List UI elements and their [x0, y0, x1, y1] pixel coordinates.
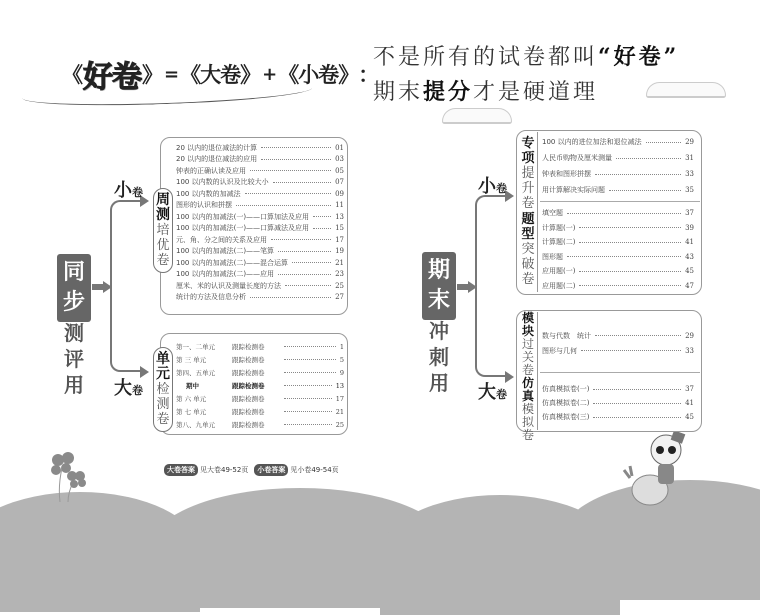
- toc-row[interactable]: [542, 221, 694, 236]
- branch-bracket: [110, 200, 140, 372]
- toc-row[interactable]: [176, 392, 344, 405]
- question-type-tab: [518, 212, 538, 287]
- tab-char: 测: [156, 397, 170, 412]
- toc-row[interactable]: [176, 340, 344, 353]
- toc-row[interactable]: [176, 269, 344, 281]
- toc-page: 9: [339, 368, 344, 377]
- toc-row[interactable]: [542, 396, 694, 410]
- toc-row[interactable]: [176, 280, 344, 292]
- tab-char: 拟: [521, 415, 534, 429]
- toc-row[interactable]: [176, 405, 344, 418]
- toc-row[interactable]: [542, 410, 694, 424]
- special-tab: [518, 136, 538, 211]
- toc-row[interactable]: [176, 188, 344, 200]
- toc-row[interactable]: [176, 353, 344, 366]
- toc-page: 43: [685, 252, 694, 261]
- toc-page: 17: [335, 394, 344, 403]
- toc-title: 仿真模拟卷(二): [542, 399, 590, 407]
- tab-char: 卷: [521, 272, 535, 287]
- toc-title: 跟踪检测卷: [232, 356, 265, 364]
- toc-title: 100 以内的加减法(一)——口算加法及应用: [176, 212, 310, 221]
- toc-row[interactable]: [176, 200, 344, 212]
- section-divider: [540, 201, 700, 202]
- toc-page: 17: [335, 235, 344, 244]
- toc-page: 13: [335, 212, 344, 221]
- header-title: [62, 52, 378, 96]
- leader-dots: [278, 251, 331, 252]
- label-char-small: 卷: [496, 388, 507, 401]
- bracket: 《: [278, 63, 299, 87]
- tab-char: 卷: [156, 412, 170, 427]
- toc-page: 05: [335, 166, 344, 175]
- leader-dots: [284, 346, 336, 347]
- leader-dots: [292, 262, 331, 263]
- leader-dots: [579, 227, 681, 228]
- tab-char: 卷: [521, 428, 534, 442]
- toc-page: 47: [685, 281, 694, 290]
- toc-page: 29: [685, 138, 694, 146]
- sub-char: 评: [64, 347, 84, 371]
- toc-row[interactable]: [542, 206, 694, 221]
- tab-char: 块: [521, 324, 534, 338]
- toc-title: 100 以内的加减法(一)——口算减法及应用: [176, 224, 310, 233]
- label-char-small: 卷: [132, 384, 143, 397]
- toc-title: 100 以内的加减法(二)——应用: [176, 270, 275, 279]
- slogan-emphasis: “好卷”: [598, 44, 680, 70]
- label-char-small: 卷: [132, 186, 143, 199]
- unit-toc-list: [176, 340, 344, 431]
- toc-page: 01: [335, 143, 344, 152]
- tab-char: 单: [156, 351, 170, 367]
- toc-unit: 第 七 单元: [176, 408, 207, 416]
- tab-char: 专: [521, 136, 535, 151]
- leader-dots: [285, 285, 331, 286]
- toc-row[interactable]: [542, 328, 694, 343]
- tab-char: 卷: [156, 253, 170, 268]
- xiao-juan-label: 小卷: [298, 63, 339, 87]
- sub-char: 测: [64, 321, 84, 345]
- answer-badge-dajuan: 大卷答案: [164, 464, 198, 476]
- toc-row[interactable]: [542, 182, 694, 198]
- toc-page: 25: [335, 281, 344, 290]
- clover-icon: [46, 446, 92, 502]
- tab-char: 模: [521, 311, 534, 325]
- toc-page: 03: [335, 155, 344, 164]
- label-char: 大: [478, 382, 496, 403]
- toc-title: 跟踪检测卷: [232, 408, 265, 416]
- toc-page: 21: [335, 407, 344, 416]
- tab-char: 检: [156, 382, 170, 397]
- tab-char: 突: [521, 242, 535, 257]
- slogan-line-1: [373, 40, 679, 75]
- toc-title: 统计的方法及信息分析: [176, 293, 246, 302]
- leader-dots: [579, 271, 681, 272]
- tab-char: 培: [156, 223, 170, 238]
- toc-unit: 期中: [186, 382, 199, 390]
- leader-dots: [313, 216, 331, 217]
- toc-page: 31: [685, 154, 694, 162]
- toc-page: 35: [685, 186, 694, 194]
- toc-row[interactable]: [542, 166, 694, 182]
- toc-title: 元、角、分之间的关系及应用: [176, 235, 267, 244]
- slogan-text: 期末: [373, 80, 424, 105]
- toc-row[interactable]: [176, 177, 344, 189]
- toc-row[interactable]: [176, 154, 344, 166]
- toc-title: 跟踪检测卷: [232, 369, 265, 377]
- weekly-test-tab: [153, 188, 173, 273]
- special-toc-list: [542, 134, 694, 198]
- leader-dots: [593, 417, 681, 418]
- toc-page: 33: [685, 346, 694, 355]
- sub-char: 刺: [429, 345, 449, 369]
- da-juan-label: 大卷: [200, 63, 241, 87]
- toc-title: 计算题(一): [542, 223, 576, 232]
- toc-row[interactable]: [176, 292, 344, 304]
- toc-title: 仿真模拟卷(一): [542, 385, 590, 393]
- bracket: 》: [240, 63, 261, 87]
- leader-dots: [261, 159, 331, 160]
- toc-row[interactable]: [542, 150, 694, 166]
- toc-title: 20 以内的退位减法的应用: [176, 155, 258, 164]
- simulation-tab: [518, 377, 538, 442]
- branch-bracket: [475, 195, 505, 377]
- tab-char: 关: [521, 350, 534, 364]
- answer-key-notes: [164, 464, 345, 476]
- toc-row[interactable]: [176, 246, 344, 258]
- sub-char: 用: [64, 373, 84, 397]
- toc-page: 41: [685, 399, 694, 407]
- leader-dots: [609, 190, 681, 191]
- toc-title: 跟踪检测卷: [232, 343, 265, 351]
- tab-char: 真: [521, 389, 534, 403]
- toc-unit: 第一、二单元: [176, 343, 215, 351]
- tab-char: 升: [521, 181, 535, 196]
- toc-title: 跟踪检测卷: [232, 395, 265, 403]
- tab-char: 优: [156, 238, 170, 253]
- leader-dots: [261, 147, 331, 148]
- toc-row[interactable]: [542, 343, 694, 358]
- tab-char: 过: [521, 337, 534, 351]
- toc-page: 23: [335, 270, 344, 279]
- tab-char: 破: [521, 257, 535, 272]
- answer-text-xiaojuan: 见小卷49-54页: [290, 466, 339, 474]
- toc-page: 15: [335, 224, 344, 233]
- toc-unit: 第八、九单元: [176, 421, 215, 429]
- leader-dots: [284, 359, 336, 360]
- toc-page: 1: [339, 342, 344, 351]
- tab-char: 模: [521, 402, 534, 416]
- tab-char: 周: [156, 192, 170, 208]
- root-char: 末: [427, 288, 450, 313]
- toc-unit: 第 六 单元: [176, 395, 207, 403]
- module-pass-tab: [518, 312, 538, 377]
- toc-title: 跟踪检测卷: [232, 421, 265, 429]
- cloud-decoration: [646, 82, 726, 98]
- toc-page: 19: [335, 247, 344, 256]
- module-toc-list: [542, 328, 694, 358]
- bracket: 》: [142, 63, 162, 87]
- mascot-illustration: [620, 428, 710, 518]
- leader-dots: [616, 158, 681, 159]
- leader-dots: [284, 372, 336, 373]
- toc-title: 图形题: [542, 252, 563, 261]
- tab-char: 卷: [521, 363, 534, 377]
- leader-dots: [245, 193, 331, 194]
- toc-page: 5: [339, 355, 344, 364]
- answer-text-dajuan: 见大卷49-52页: [200, 466, 249, 474]
- tab-char: 测: [156, 207, 170, 223]
- toc-title: 仿真模拟卷(三): [542, 413, 590, 421]
- toc-title: 100 以内的进位加法和退位减法: [542, 138, 642, 146]
- branch-label-dajuan: [114, 374, 143, 400]
- root-char: 期: [427, 258, 450, 283]
- toc-row[interactable]: [176, 234, 344, 246]
- toc-unit: 第 三 单元: [176, 356, 207, 364]
- bracket: 《: [180, 63, 201, 87]
- toc-title: 100 以内的加减法(二)——混合运算: [176, 258, 289, 267]
- answer-badge-xiaojuan: 小卷答案: [254, 464, 288, 476]
- tab-char: 元: [156, 366, 170, 382]
- bracket: 《: [62, 63, 82, 87]
- toc-title: 20 以内的退位减法的计算: [176, 143, 258, 152]
- toc-title: 应用题(一): [542, 267, 576, 276]
- toc-row[interactable]: [542, 264, 694, 279]
- qimo-subtitle: [422, 318, 456, 396]
- slogan-text: 不是所有的试卷都叫: [373, 45, 599, 70]
- leader-dots: [284, 398, 332, 399]
- tab-char: 仿: [521, 376, 534, 390]
- toc-page: 45: [685, 413, 694, 421]
- root-char: 同: [62, 260, 85, 285]
- tongbu-subtitle: [57, 320, 91, 398]
- toc-title: 100 以内数的加减法: [176, 189, 241, 198]
- toc-row[interactable]: [176, 418, 344, 431]
- qimo-root-box: [422, 252, 456, 320]
- toc-title: 人民币购物及厘米测量: [542, 154, 612, 162]
- toc-page: 37: [685, 385, 694, 393]
- root-char: 步: [62, 290, 85, 315]
- toc-page: 21: [335, 258, 344, 267]
- equals-sign: =: [164, 63, 179, 85]
- toc-row-midterm[interactable]: [176, 379, 344, 392]
- slogan-emphasis: 提分: [423, 79, 474, 105]
- header-slogan: [373, 40, 679, 110]
- toc-row[interactable]: [542, 382, 694, 396]
- toc-page: 11: [335, 201, 344, 210]
- leader-dots: [313, 228, 331, 229]
- slogan-line-2: [373, 75, 679, 110]
- toc-page: 25: [335, 420, 344, 429]
- leader-dots: [595, 335, 681, 336]
- toc-title: 100 以内的加减法(二)——笔算: [176, 247, 275, 256]
- tab-char: 提: [521, 166, 535, 181]
- toc-title: 用计算解决实际问题: [542, 186, 605, 194]
- toc-title: 100 以内数的认识及比较大小: [176, 178, 269, 187]
- tab-char: 型: [521, 227, 535, 242]
- leader-dots: [284, 385, 332, 386]
- bracket: 》: [338, 63, 359, 87]
- weekly-toc-list: [176, 142, 344, 303]
- toc-page: 09: [335, 189, 344, 198]
- toc-row[interactable]: [542, 134, 694, 150]
- toc-row[interactable]: [176, 142, 344, 154]
- toc-title: 图形与几何: [542, 346, 577, 355]
- label-char: 小: [478, 176, 496, 197]
- leader-dots: [593, 403, 681, 404]
- section-divider: [540, 372, 700, 373]
- toc-page: 37: [685, 209, 694, 218]
- leader-dots: [278, 274, 331, 275]
- toc-unit: 第四、五单元: [176, 369, 215, 377]
- leader-dots: [595, 174, 681, 175]
- question-type-toc-list: [542, 206, 694, 293]
- label-char: 大: [114, 378, 132, 399]
- leader-dots: [250, 170, 331, 171]
- simulation-toc-list: [542, 382, 694, 424]
- toc-title: 钟表的正确认读及应用: [176, 166, 246, 175]
- toc-page: 41: [685, 238, 694, 247]
- tongbu-root-box: [57, 254, 91, 322]
- toc-page: 39: [685, 223, 694, 232]
- plus-sign: +: [262, 63, 277, 85]
- label-char: 小: [114, 180, 132, 201]
- toc-title: 厘米、米的认识及测量长度的方法: [176, 281, 281, 290]
- toc-page: 29: [685, 331, 694, 340]
- toc-page: 33: [685, 170, 694, 178]
- leader-dots: [273, 182, 331, 183]
- toc-row[interactable]: [176, 257, 344, 269]
- unit-test-tab: [153, 347, 173, 432]
- toc-row[interactable]: [176, 223, 344, 235]
- toc-row[interactable]: [176, 366, 344, 379]
- sub-char: 用: [429, 371, 449, 395]
- slogan-text: 才是硬道理: [473, 80, 599, 105]
- label-char-small: 卷: [496, 182, 507, 195]
- toc-row[interactable]: [176, 165, 344, 177]
- toc-title: 数与代数 统计: [542, 331, 591, 340]
- leader-dots: [646, 142, 681, 143]
- leader-dots: [593, 389, 681, 390]
- toc-row[interactable]: [542, 235, 694, 250]
- sub-char: 冲: [429, 319, 449, 343]
- branch-label-dajuan: [478, 378, 507, 404]
- leader-dots: [284, 411, 332, 412]
- leader-dots: [271, 239, 331, 240]
- toc-title: 计算题(二): [542, 238, 576, 247]
- leader-dots: [579, 285, 681, 286]
- leader-dots: [284, 424, 332, 425]
- cloud-decoration: [442, 108, 512, 124]
- leader-dots: [236, 205, 331, 206]
- leader-dots: [581, 350, 681, 351]
- toc-title: 图形的认识和拼摆: [176, 201, 232, 210]
- leader-dots: [250, 297, 331, 298]
- toc-title: 填空题: [542, 209, 563, 218]
- toc-row[interactable]: [176, 211, 344, 223]
- leader-dots: [567, 213, 681, 214]
- tab-char: 项: [521, 151, 535, 166]
- toc-title: 应用题(二): [542, 281, 576, 290]
- leader-dots: [579, 242, 681, 243]
- toc-page: 45: [685, 267, 694, 276]
- toc-row[interactable]: [542, 250, 694, 265]
- hao-juan-logo: 好卷: [83, 60, 141, 95]
- branch-label-xiaojuan: [114, 176, 143, 202]
- toc-page: 27: [335, 293, 344, 302]
- toc-page: 07: [335, 178, 344, 187]
- toc-title: 跟踪检测卷: [232, 382, 265, 390]
- tab-char: 卷: [521, 196, 535, 211]
- toc-page: 13: [335, 381, 344, 390]
- colon: ：: [358, 63, 379, 87]
- toc-title: 钟表和图形拼摆: [542, 170, 591, 178]
- branch-label-xiaojuan: [478, 172, 507, 198]
- leader-dots: [567, 256, 681, 257]
- toc-row[interactable]: [542, 279, 694, 294]
- tab-char: 题: [521, 212, 535, 227]
